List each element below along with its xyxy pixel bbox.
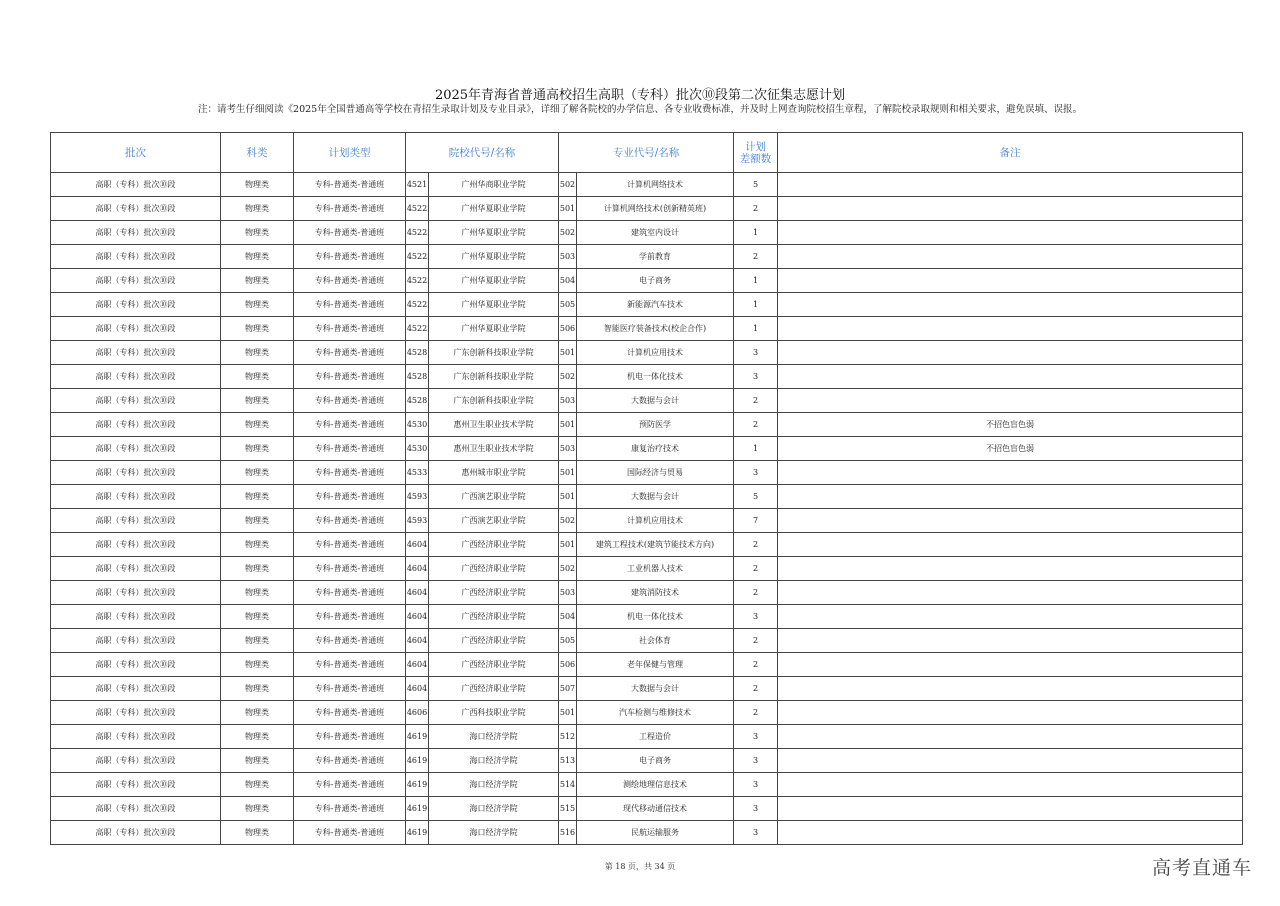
cell-subject: 物理类 <box>221 485 294 509</box>
cell-school-name: 广东创新科技职业学院 <box>429 341 559 365</box>
cell-remark <box>778 605 1243 629</box>
cell-quota: 1 <box>734 437 778 461</box>
cell-plan-type: 专科-普通类-普通班 <box>294 797 406 821</box>
cell-plan-type: 专科-普通类-普通班 <box>294 821 406 845</box>
cell-batch: 高职（专科）批次⑩段 <box>51 533 221 557</box>
table-row <box>51 245 1243 269</box>
cell-plan-type: 专科-普通类-普通班 <box>294 173 406 197</box>
cell-school-code: 4604 <box>406 677 429 701</box>
table-row <box>51 365 1243 389</box>
table-row <box>51 581 1243 605</box>
cell-remark <box>778 821 1243 845</box>
cell-school-code: 4522 <box>406 269 429 293</box>
cell-subject: 物理类 <box>221 773 294 797</box>
cell-major-code: 501 <box>559 341 577 365</box>
cell-major-name: 新能源汽车技术 <box>577 293 734 317</box>
cell-major-name: 智能医疗装备技术(校企合作) <box>577 317 734 341</box>
cell-quota: 1 <box>734 221 778 245</box>
table-body <box>51 173 1243 845</box>
cell-major-name: 建筑室内设计 <box>577 221 734 245</box>
cell-plan-type: 专科-普通类-普通班 <box>294 197 406 221</box>
cell-major-code: 502 <box>559 509 577 533</box>
cell-school-name: 广西经济职业学院 <box>429 533 559 557</box>
cell-subject: 物理类 <box>221 221 294 245</box>
cell-major-code: 505 <box>559 629 577 653</box>
cell-subject: 物理类 <box>221 821 294 845</box>
cell-batch: 高职（专科）批次⑩段 <box>51 581 221 605</box>
cell-school-code: 4522 <box>406 197 429 221</box>
cell-major-code: 501 <box>559 533 577 557</box>
cell-subject: 物理类 <box>221 653 294 677</box>
cell-school-code: 4530 <box>406 413 429 437</box>
cell-remark <box>778 701 1243 725</box>
cell-subject: 物理类 <box>221 509 294 533</box>
cell-school-code: 4619 <box>406 725 429 749</box>
cell-batch: 高职（专科）批次⑩段 <box>51 605 221 629</box>
cell-batch: 高职（专科）批次⑩段 <box>51 557 221 581</box>
cell-quota: 2 <box>734 653 778 677</box>
cell-remark <box>778 773 1243 797</box>
cell-major-code: 506 <box>559 653 577 677</box>
cell-subject: 物理类 <box>221 701 294 725</box>
cell-batch: 高职（专科）批次⑩段 <box>51 365 221 389</box>
cell-subject: 物理类 <box>221 389 294 413</box>
cell-school-code: 4604 <box>406 605 429 629</box>
cell-major-code: 502 <box>559 365 577 389</box>
cell-batch: 高职（专科）批次⑩段 <box>51 197 221 221</box>
cell-remark <box>778 221 1243 245</box>
cell-quota: 7 <box>734 509 778 533</box>
cell-major-name: 汽车检测与维修技术 <box>577 701 734 725</box>
table-row <box>51 653 1243 677</box>
cell-subject: 物理类 <box>221 581 294 605</box>
cell-school-code: 4619 <box>406 773 429 797</box>
table-row <box>51 173 1243 197</box>
notice-text: 注：请考生仔细阅读《2025年全国普通高等学校在青招生录取计划及专业目录》，详细了解各院校的办学信息、各专业收费标准，并及时上网查询院校招生章程，了解院校录取规则和相关要求，避免误填、误报。 <box>198 104 1082 115</box>
cell-remark <box>778 317 1243 341</box>
cell-quota: 2 <box>734 389 778 413</box>
table-row <box>51 389 1243 413</box>
watermark-text: 高考直通车 <box>1151 857 1252 879</box>
cell-major-code: 502 <box>559 173 577 197</box>
cell-major-name: 大数据与会计 <box>577 485 734 509</box>
cell-major-name: 测绘地理信息技术 <box>577 773 734 797</box>
cell-major-name: 机电一体化技术 <box>577 605 734 629</box>
cell-school-code: 4619 <box>406 821 429 845</box>
cell-remark <box>778 461 1243 485</box>
cell-remark <box>778 581 1243 605</box>
cell-major-code: 507 <box>559 677 577 701</box>
cell-school-name: 海口经济学院 <box>429 725 559 749</box>
cell-major-name: 工程造价 <box>577 725 734 749</box>
cell-school-name: 惠州城市职业学院 <box>429 461 559 485</box>
cell-major-name: 计算机应用技术 <box>577 509 734 533</box>
cell-remark <box>778 749 1243 773</box>
table-row <box>51 221 1243 245</box>
cell-plan-type: 专科-普通类-普通班 <box>294 581 406 605</box>
cell-major-code: 503 <box>559 389 577 413</box>
cell-major-name: 大数据与会计 <box>577 677 734 701</box>
cell-major-name: 电子商务 <box>577 749 734 773</box>
cell-school-code: 4606 <box>406 701 429 725</box>
cell-major-name: 预防医学 <box>577 413 734 437</box>
cell-quota: 2 <box>734 677 778 701</box>
table-row <box>51 509 1243 533</box>
cell-quota: 3 <box>734 821 778 845</box>
cell-school-name: 海口经济学院 <box>429 773 559 797</box>
cell-major-code: 501 <box>559 197 577 221</box>
cell-subject: 物理类 <box>221 245 294 269</box>
cell-school-name: 广西演艺职业学院 <box>429 509 559 533</box>
table-row <box>51 341 1243 365</box>
cell-quota: 2 <box>734 701 778 725</box>
cell-quota: 5 <box>734 485 778 509</box>
cell-school-name: 广州华夏职业学院 <box>429 245 559 269</box>
cell-subject: 物理类 <box>221 317 294 341</box>
cell-batch: 高职（专科）批次⑩段 <box>51 173 221 197</box>
cell-school-name: 惠州卫生职业技术学院 <box>429 437 559 461</box>
cell-major-name: 国际经济与贸易 <box>577 461 734 485</box>
cell-batch: 高职（专科）批次⑩段 <box>51 221 221 245</box>
table-row <box>51 773 1243 797</box>
cell-school-code: 4619 <box>406 797 429 821</box>
cell-subject: 物理类 <box>221 677 294 701</box>
cell-major-code: 506 <box>559 317 577 341</box>
cell-batch: 高职（专科）批次⑩段 <box>51 653 221 677</box>
cell-batch: 高职（专科）批次⑩段 <box>51 797 221 821</box>
cell-school-name: 广州华夏职业学院 <box>429 197 559 221</box>
cell-major-name: 建筑工程技术(建筑节能技术方向) <box>577 533 734 557</box>
cell-quota: 3 <box>734 725 778 749</box>
table-row <box>51 797 1243 821</box>
cell-plan-type: 专科-普通类-普通班 <box>294 509 406 533</box>
header-quota: 计划 差额数 <box>734 133 778 173</box>
cell-remark <box>778 629 1243 653</box>
cell-remark <box>778 485 1243 509</box>
table-row <box>51 557 1243 581</box>
cell-subject: 物理类 <box>221 629 294 653</box>
cell-school-code: 4593 <box>406 485 429 509</box>
cell-quota: 3 <box>734 605 778 629</box>
cell-quota: 1 <box>734 317 778 341</box>
table-row <box>51 293 1243 317</box>
cell-quota: 3 <box>734 749 778 773</box>
cell-school-code: 4604 <box>406 629 429 653</box>
cell-quota: 3 <box>734 461 778 485</box>
table-row <box>51 197 1243 221</box>
cell-quota: 2 <box>734 629 778 653</box>
cell-school-code: 4530 <box>406 437 429 461</box>
cell-plan-type: 专科-普通类-普通班 <box>294 389 406 413</box>
cell-batch: 高职（专科）批次⑩段 <box>51 677 221 701</box>
cell-batch: 高职（专科）批次⑩段 <box>51 341 221 365</box>
cell-subject: 物理类 <box>221 269 294 293</box>
cell-quota: 2 <box>734 245 778 269</box>
cell-major-name: 民航运输服务 <box>577 821 734 845</box>
header-subject: 科类 <box>221 133 294 173</box>
cell-school-name: 广州华夏职业学院 <box>429 293 559 317</box>
cell-plan-type: 专科-普通类-普通班 <box>294 701 406 725</box>
cell-school-name: 广州华夏职业学院 <box>429 269 559 293</box>
table-row <box>51 269 1243 293</box>
cell-major-code: 512 <box>559 725 577 749</box>
cell-subject: 物理类 <box>221 197 294 221</box>
cell-remark <box>778 341 1243 365</box>
cell-quota: 3 <box>734 797 778 821</box>
cell-major-code: 503 <box>559 581 577 605</box>
cell-school-name: 广州华夏职业学院 <box>429 317 559 341</box>
cell-remark: 不招色盲色弱 <box>778 437 1243 461</box>
cell-school-name: 广东创新科技职业学院 <box>429 389 559 413</box>
cell-remark <box>778 245 1243 269</box>
cell-major-name: 康复治疗技术 <box>577 437 734 461</box>
page-footer: 第 18 页，共 34 页 <box>604 862 676 871</box>
cell-plan-type: 专科-普通类-普通班 <box>294 437 406 461</box>
table-header-row <box>51 133 1243 173</box>
table-row <box>51 533 1243 557</box>
cell-plan-type: 专科-普通类-普通班 <box>294 341 406 365</box>
cell-remark <box>778 533 1243 557</box>
table-row <box>51 749 1243 773</box>
table-row <box>51 725 1243 749</box>
cell-batch: 高职（专科）批次⑩段 <box>51 485 221 509</box>
cell-plan-type: 专科-普通类-普通班 <box>294 605 406 629</box>
cell-quota: 1 <box>734 293 778 317</box>
table-row <box>51 629 1243 653</box>
cell-batch: 高职（专科）批次⑩段 <box>51 437 221 461</box>
cell-major-name: 现代移动通信技术 <box>577 797 734 821</box>
cell-plan-type: 专科-普通类-普通班 <box>294 773 406 797</box>
cell-plan-type: 专科-普通类-普通班 <box>294 533 406 557</box>
cell-school-name: 广西经济职业学院 <box>429 605 559 629</box>
cell-subject: 物理类 <box>221 605 294 629</box>
cell-major-code: 501 <box>559 701 577 725</box>
cell-major-code: 502 <box>559 557 577 581</box>
cell-quota: 1 <box>734 269 778 293</box>
cell-subject: 物理类 <box>221 725 294 749</box>
header-school: 院校代号/名称 <box>406 133 559 173</box>
cell-school-name: 广西演艺职业学院 <box>429 485 559 509</box>
cell-major-name: 建筑消防技术 <box>577 581 734 605</box>
cell-subject: 物理类 <box>221 341 294 365</box>
cell-school-code: 4533 <box>406 461 429 485</box>
cell-plan-type: 专科-普通类-普通班 <box>294 269 406 293</box>
cell-school-name: 海口经济学院 <box>429 797 559 821</box>
cell-plan-type: 专科-普通类-普通班 <box>294 365 406 389</box>
cell-school-code: 4604 <box>406 557 429 581</box>
cell-subject: 物理类 <box>221 437 294 461</box>
cell-quota: 3 <box>734 341 778 365</box>
cell-remark <box>778 269 1243 293</box>
cell-quota: 2 <box>734 197 778 221</box>
cell-remark <box>778 557 1243 581</box>
cell-remark <box>778 197 1243 221</box>
cell-plan-type: 专科-普通类-普通班 <box>294 317 406 341</box>
cell-subject: 物理类 <box>221 173 294 197</box>
cell-major-name: 电子商务 <box>577 269 734 293</box>
cell-batch: 高职（专科）批次⑩段 <box>51 293 221 317</box>
cell-batch: 高职（专科）批次⑩段 <box>51 509 221 533</box>
cell-major-code: 501 <box>559 413 577 437</box>
cell-school-code: 4528 <box>406 365 429 389</box>
cell-major-code: 504 <box>559 605 577 629</box>
cell-major-name: 学前教育 <box>577 245 734 269</box>
cell-plan-type: 专科-普通类-普通班 <box>294 677 406 701</box>
cell-quota: 5 <box>734 173 778 197</box>
cell-school-code: 4528 <box>406 389 429 413</box>
cell-school-code: 4522 <box>406 293 429 317</box>
cell-plan-type: 专科-普通类-普通班 <box>294 221 406 245</box>
cell-major-code: 516 <box>559 821 577 845</box>
cell-remark <box>778 389 1243 413</box>
cell-batch: 高职（专科）批次⑩段 <box>51 389 221 413</box>
cell-quota: 2 <box>734 581 778 605</box>
cell-school-name: 广西经济职业学院 <box>429 653 559 677</box>
cell-major-name: 机电一体化技术 <box>577 365 734 389</box>
cell-batch: 高职（专科）批次⑩段 <box>51 701 221 725</box>
cell-major-code: 513 <box>559 749 577 773</box>
cell-major-code: 503 <box>559 437 577 461</box>
table-row <box>51 677 1243 701</box>
cell-subject: 物理类 <box>221 461 294 485</box>
cell-school-name: 广西经济职业学院 <box>429 581 559 605</box>
cell-remark <box>778 293 1243 317</box>
cell-major-code: 515 <box>559 797 577 821</box>
cell-subject: 物理类 <box>221 749 294 773</box>
cell-school-name: 广州华夏职业学院 <box>429 221 559 245</box>
cell-plan-type: 专科-普通类-普通班 <box>294 749 406 773</box>
cell-school-code: 4593 <box>406 509 429 533</box>
cell-plan-type: 专科-普通类-普通班 <box>294 725 406 749</box>
cell-school-code: 4522 <box>406 221 429 245</box>
cell-school-name: 广西科技职业学院 <box>429 701 559 725</box>
cell-major-code: 501 <box>559 485 577 509</box>
cell-school-name: 广西经济职业学院 <box>429 557 559 581</box>
cell-remark <box>778 653 1243 677</box>
cell-remark <box>778 173 1243 197</box>
cell-plan-type: 专科-普通类-普通班 <box>294 461 406 485</box>
header-remark: 备注 <box>778 133 1243 173</box>
cell-batch: 高职（专科）批次⑩段 <box>51 413 221 437</box>
table-row <box>51 437 1243 461</box>
cell-subject: 物理类 <box>221 557 294 581</box>
cell-school-name: 广东创新科技职业学院 <box>429 365 559 389</box>
cell-school-code: 4604 <box>406 533 429 557</box>
header-major: 专业代号/名称 <box>559 133 734 173</box>
header-batch: 批次 <box>51 133 221 173</box>
cell-quota: 2 <box>734 533 778 557</box>
cell-school-code: 4619 <box>406 749 429 773</box>
cell-major-code: 502 <box>559 221 577 245</box>
cell-remark <box>778 509 1243 533</box>
cell-remark: 不招色盲色弱 <box>778 413 1243 437</box>
cell-school-code: 4522 <box>406 317 429 341</box>
cell-major-name: 老年保健与管理 <box>577 653 734 677</box>
cell-subject: 物理类 <box>221 365 294 389</box>
cell-plan-type: 专科-普通类-普通班 <box>294 293 406 317</box>
cell-major-name: 计算机网络技术 <box>577 173 734 197</box>
table-row <box>51 701 1243 725</box>
cell-school-name: 海口经济学院 <box>429 821 559 845</box>
cell-batch: 高职（专科）批次⑩段 <box>51 773 221 797</box>
cell-batch: 高职（专科）批次⑩段 <box>51 317 221 341</box>
cell-school-code: 4604 <box>406 653 429 677</box>
table-row <box>51 485 1243 509</box>
table-row <box>51 461 1243 485</box>
header-plan-type: 计划类型 <box>294 133 406 173</box>
cell-major-code: 505 <box>559 293 577 317</box>
cell-remark <box>778 365 1243 389</box>
cell-batch: 高职（专科）批次⑩段 <box>51 461 221 485</box>
cell-batch: 高职（专科）批次⑩段 <box>51 629 221 653</box>
table-row <box>51 821 1243 845</box>
cell-major-name: 大数据与会计 <box>577 389 734 413</box>
cell-major-code: 514 <box>559 773 577 797</box>
table-row <box>51 605 1243 629</box>
plan-table <box>50 132 1243 845</box>
cell-major-code: 503 <box>559 245 577 269</box>
cell-batch: 高职（专科）批次⑩段 <box>51 269 221 293</box>
cell-quota: 3 <box>734 365 778 389</box>
cell-major-name: 工业机器人技术 <box>577 557 734 581</box>
cell-major-code: 504 <box>559 269 577 293</box>
cell-remark <box>778 797 1243 821</box>
cell-plan-type: 专科-普通类-普通班 <box>294 485 406 509</box>
cell-school-name: 海口经济学院 <box>429 749 559 773</box>
cell-batch: 高职（专科）批次⑩段 <box>51 821 221 845</box>
cell-school-name: 广西经济职业学院 <box>429 629 559 653</box>
cell-school-name: 广西经济职业学院 <box>429 677 559 701</box>
cell-subject: 物理类 <box>221 797 294 821</box>
cell-quota: 2 <box>734 557 778 581</box>
cell-major-code: 501 <box>559 461 577 485</box>
cell-school-name: 广州华商职业学院 <box>429 173 559 197</box>
cell-school-name: 惠州卫生职业技术学院 <box>429 413 559 437</box>
cell-remark <box>778 725 1243 749</box>
cell-school-code: 4522 <box>406 245 429 269</box>
cell-school-code: 4528 <box>406 341 429 365</box>
cell-school-code: 4604 <box>406 581 429 605</box>
cell-batch: 高职（专科）批次⑩段 <box>51 725 221 749</box>
cell-quota: 2 <box>734 413 778 437</box>
cell-major-name: 社会体育 <box>577 629 734 653</box>
cell-plan-type: 专科-普通类-普通班 <box>294 629 406 653</box>
table-row <box>51 413 1243 437</box>
page-title: 2025年青海省普通高校招生高职（专科）批次⑩段第二次征集志愿计划 <box>434 88 846 103</box>
cell-school-code: 4521 <box>406 173 429 197</box>
cell-plan-type: 专科-普通类-普通班 <box>294 557 406 581</box>
cell-subject: 物理类 <box>221 293 294 317</box>
cell-plan-type: 专科-普通类-普通班 <box>294 245 406 269</box>
cell-major-name: 计算机应用技术 <box>577 341 734 365</box>
cell-batch: 高职（专科）批次⑩段 <box>51 245 221 269</box>
table-row <box>51 317 1243 341</box>
cell-remark <box>778 677 1243 701</box>
cell-batch: 高职（专科）批次⑩段 <box>51 749 221 773</box>
cell-plan-type: 专科-普通类-普通班 <box>294 413 406 437</box>
cell-subject: 物理类 <box>221 533 294 557</box>
cell-subject: 物理类 <box>221 413 294 437</box>
cell-quota: 3 <box>734 773 778 797</box>
cell-plan-type: 专科-普通类-普通班 <box>294 653 406 677</box>
cell-major-name: 计算机网络技术(创新精英班) <box>577 197 734 221</box>
